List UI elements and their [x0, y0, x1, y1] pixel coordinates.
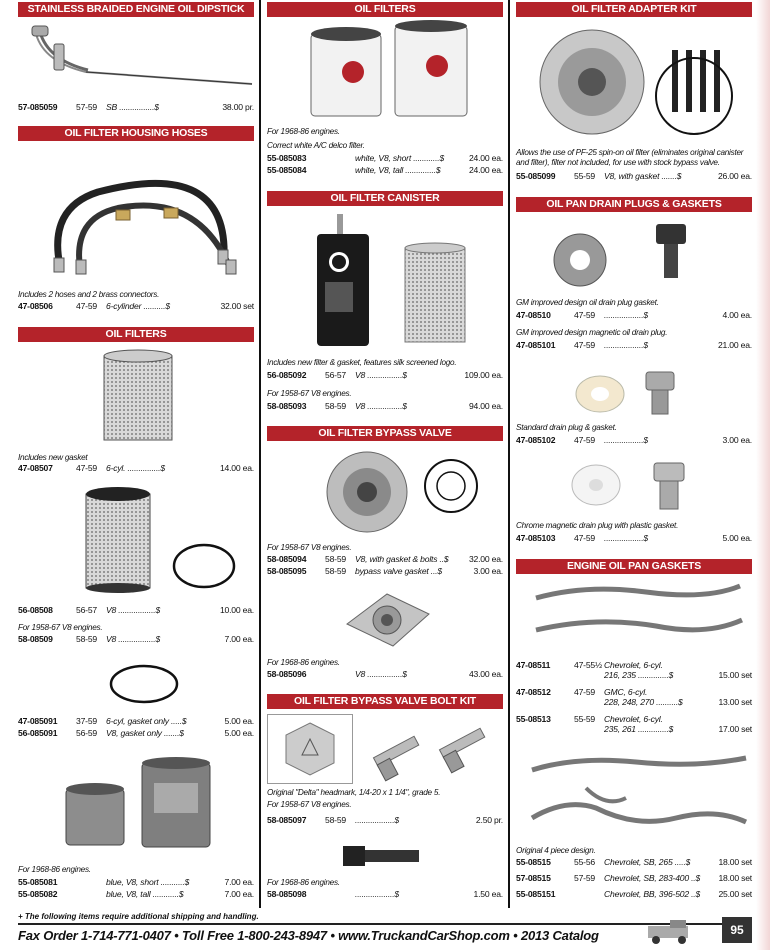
section-header: OIL FILTER HOUSING HOSES — [18, 126, 254, 141]
product-row: 55-085082 blue, V8, tall ............$ 7.00 ea. — [18, 889, 254, 899]
gasket-image — [104, 662, 184, 706]
product-row: 58-085093 58-59 V8 ................$ 94.00 ea. — [267, 401, 503, 411]
section-header: OIL FILTERS — [267, 2, 503, 17]
product-row: 58-085094 58-59 V8, with gasket & bolts ..$ 32.00 ea. — [267, 554, 503, 564]
section-header: OIL FILTER CANISTER — [267, 191, 503, 206]
v8-gaskets-image — [526, 748, 752, 840]
note: Correct white A/C delco filter. — [267, 141, 365, 150]
truck-logo-icon — [640, 916, 708, 946]
product-row: 58-085095 58-59 bypass valve gasket ...$ 3.00 ea. — [267, 566, 503, 576]
bolts-image — [367, 718, 497, 786]
note: For 1968-86 engines. — [267, 658, 340, 667]
footer-rule — [18, 923, 738, 925]
product-row: 55-08513 55-59 Chevrolet, 6-cyl. — [516, 714, 663, 724]
product-row: 47-08510 47-59 ..................$ 4.00 ea. — [516, 310, 752, 320]
page-edge — [756, 0, 770, 950]
blue-filters-image — [58, 755, 228, 851]
6cyl-gaskets-image — [526, 580, 752, 650]
product-row: 56-085092 56-57 V8 ................$ 109.00 ea. — [267, 370, 503, 380]
white-ac-filters-image — [305, 20, 475, 120]
product-row: 58-08509 58-59 V8 .................$ 7.00 ea. — [18, 634, 254, 644]
note: For 1958-67 V8 engines. — [18, 623, 103, 632]
product-row: 57-08515 57-59 Chevrolet, SB, 283-400 ..$ 18.00 set — [516, 873, 752, 883]
filter-element-image — [98, 348, 178, 444]
product-row: 47-085102 47-59 ..................$ 3.00 ea. — [516, 435, 752, 445]
product-row: 55-08515 55-56 Chevrolet, SB, 265 .....$ 18.00 set — [516, 857, 752, 867]
product-row: 55-085099 55-59 V8, with gasket .......$ 26.00 ea. — [516, 171, 752, 181]
product-row: 56-085091 56-59 V8, gasket only .......$ 5.00 ea. — [18, 728, 254, 738]
note: For 1958-67 V8 engines. — [267, 800, 352, 809]
section-header: OIL PAN DRAIN PLUGS & GASKETS — [516, 197, 752, 212]
note: Includes new filter & gasket, features silk screened logo. — [267, 358, 457, 367]
note: For 1968-86 engines. — [267, 878, 340, 887]
section-header: STAINLESS BRAIDED ENGINE OIL DIPSTICK AND TUBE — [18, 2, 254, 17]
hoses-image — [28, 148, 254, 276]
product-row: 47-08507 47-59 6-cyl. ...............$ 14.00 ea. — [18, 463, 254, 473]
product-row: 57-085059 57-59 SB ................$ 38.00 pr. — [18, 102, 254, 112]
section-header: OIL FILTER ADAPTER KIT — [516, 2, 752, 17]
canister-image — [311, 212, 471, 348]
product-row: 55-085081 blue, V8, short ...........$ 7.00 ea. — [18, 877, 254, 887]
product-row: 235, 261 ..............$ 17.00 set — [604, 724, 752, 734]
note: For 1958-67 V8 engines. — [267, 543, 352, 552]
product-row: 47-08512 47-59 GMC, 6-cyl. — [516, 687, 648, 697]
product-row: 47-08506 47-59 6-cylinder ..........$ 32.00 set — [18, 301, 254, 311]
standard-drain-plug-image — [566, 362, 716, 420]
note: GM improved design oil drain plug gasket. — [516, 298, 659, 307]
product-row: 55-085084 white, V8, tall ..............$ 24.00 ea. — [267, 165, 503, 175]
note: Includes 2 hoses and 2 brass connectors. — [18, 290, 160, 299]
note: For 1968-86 engines. — [18, 865, 91, 874]
section-header: ENGINE OIL PAN GASKETS — [516, 559, 752, 574]
note: For 1968-86 engines. — [267, 127, 340, 136]
bypass-valve-image — [311, 446, 491, 538]
note: For 1958-67 V8 engines. — [267, 389, 352, 398]
bypass-valve-later-image — [337, 584, 437, 654]
footer-note: + The following items require additional shipping and handling. — [18, 912, 259, 921]
product-row: 55-085083 white, V8, short ............$ 24.00 ea. — [267, 153, 503, 163]
note: Chrome magnetic drain plug with plastic gasket. — [516, 521, 679, 530]
filter-with-gasket-image — [78, 482, 254, 594]
drain-plug-gasket-image — [546, 216, 716, 292]
product-row: 216, 235 ..............$ 15.00 set — [604, 670, 752, 680]
product-row: 228, 248, 270 ..........$ 13.00 set — [604, 697, 752, 707]
delta-headmark-image — [267, 714, 353, 784]
note: Original "Delta" headmark, 1/4-20 x 1 1/4", grade 5. — [267, 788, 441, 797]
product-row: 58-085096 V8 ................$ 43.00 ea. — [267, 669, 503, 679]
product-row: 47-085091 37-59 6-cyl, gasket only .....$ 5.00 ea. — [18, 716, 254, 726]
note: Original 4 piece design. — [516, 846, 596, 855]
footer-contact: Fax Order 1-714-771-0407 • Toll Free 1-800-243-8947 • www.TruckandCarShop.com • 2013 Catalog — [18, 928, 599, 943]
page-number: 95 — [722, 917, 752, 943]
section-header: OIL FILTER BYPASS VALVE — [267, 426, 503, 441]
chrome-drain-plug-image — [566, 455, 716, 515]
adapter-kit-image — [536, 22, 752, 142]
product-row: 58-085098 ..................$ 1.50 ea. — [267, 889, 503, 899]
column-divider — [508, 0, 510, 908]
product-row: 47-085101 47-59 ..................$ 21.00 ea. — [516, 340, 752, 350]
product-row: 47-085103 47-59 ..................$ 5.00 ea. — [516, 533, 752, 543]
column-divider — [259, 0, 261, 908]
note: GM improved design magnetic oil drain plug. — [516, 328, 668, 337]
product-row: 47-08511 47-55½ Chevrolet, 6-cyl. — [516, 660, 663, 670]
section-header: OIL FILTERS — [18, 327, 254, 342]
note: Standard drain plug & gasket. — [516, 423, 617, 432]
product-row: 55-085151 Chevrolet, BB, 396-502 ..$ 25.00 set — [516, 889, 752, 899]
product-row: 58-085097 58-59 ..................$ 2.50 pr. — [267, 815, 503, 825]
note: Allows the use of PF-25 spin-on oil filter (eliminates original canister and filter), filter not included, for use with stock bypass valve. — [516, 148, 744, 167]
section-header: OIL FILTER BYPASS VALVE BOLT KIT — [267, 694, 503, 709]
product-row: 56-08508 56-57 V8 .................$ 10.00 ea. — [18, 605, 254, 615]
note: Includes new gasket — [18, 453, 88, 462]
dipstick-image — [26, 22, 254, 86]
bolt-image — [337, 838, 427, 874]
